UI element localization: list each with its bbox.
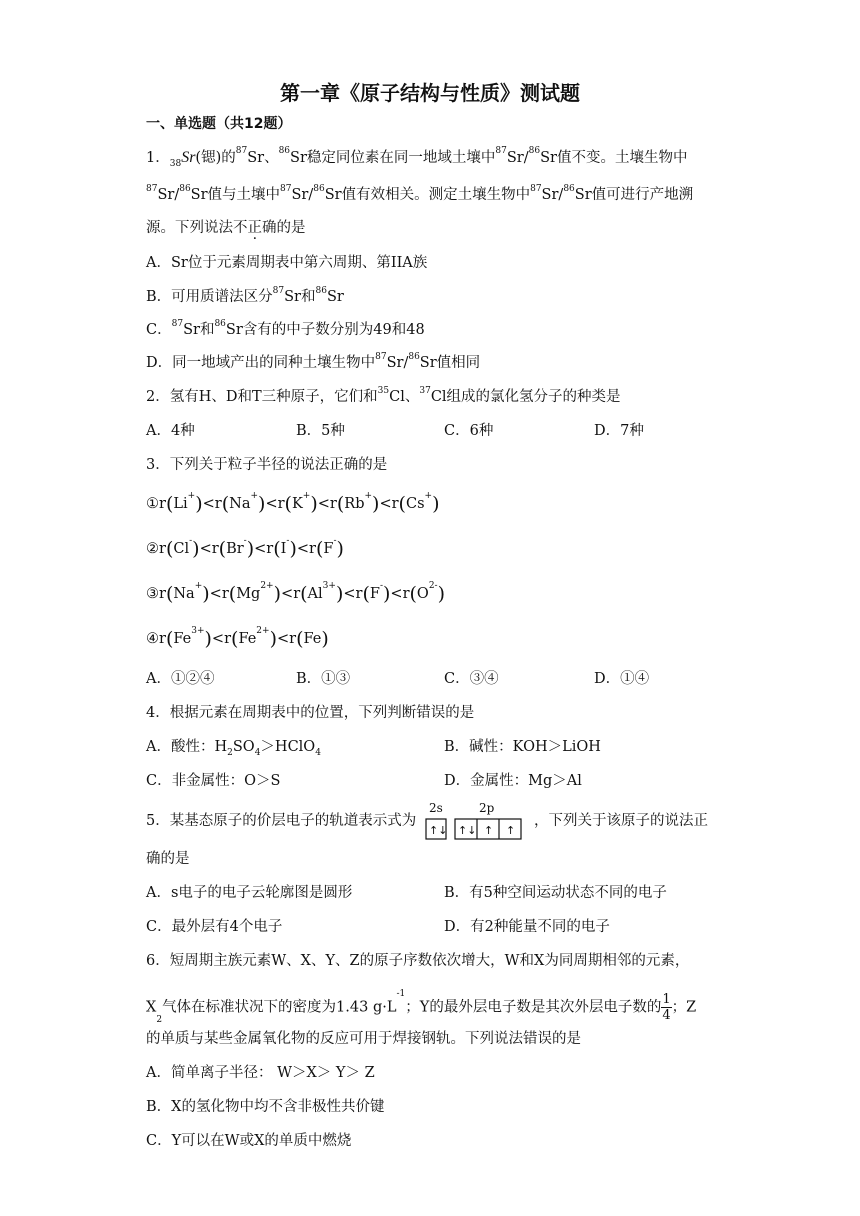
less-than-sign: < [281, 586, 294, 602]
radius-symbol: r [159, 496, 166, 512]
q6-option-c: C．Y可以在W或X的单质中燃烧 [146, 1133, 352, 1149]
ion-charge: 2- [428, 581, 438, 591]
q5-stem-line1b: ，下列关于该原子的说法正 [534, 813, 708, 829]
orbital-label-2p: 2p [479, 801, 495, 815]
radius-symbol: r [402, 586, 410, 602]
less-than-sign: < [390, 586, 403, 602]
q6-line3: 的单质与某些金属氧化物的反应可用于焊接钢轨。下列说法错误的是 [146, 1031, 581, 1047]
ion-charge: + [302, 491, 311, 501]
q6-option-b: B．X的氢化物中均不含非极性共价键 [146, 1099, 385, 1115]
ion-charge: - [333, 536, 337, 546]
q3-statement-3: $③r(Na^+)<r(Mg^{2+})<r(Al^{3+})<r(F^-)<r(O^{2-})$ [146, 581, 446, 605]
ion-symbol: Al [307, 586, 323, 602]
radius-symbol: r [329, 496, 337, 512]
q4-option-a: A．酸性：$H_2SO_4>HClO_4$ [146, 739, 321, 758]
ion-symbol: Rb [344, 496, 365, 512]
ion-symbol: Na [173, 586, 195, 602]
q4-option-c: C．非金属性：O＞S [146, 773, 281, 789]
q4-option-d: D．金属性：Mg＞Al [444, 773, 582, 789]
ion-symbol: Mg [236, 586, 261, 602]
radius-symbol: r [159, 631, 166, 647]
ion-charge: - [286, 536, 290, 546]
q3-statement-1: ①r(Li+)<r(Na+)<r(K+)<r(Rb+)<r(Cs+) [146, 491, 440, 515]
q1-option-b: B．可用质谱法区分$^{87}$Sr和$^{86}$Sr [146, 286, 344, 305]
q5-option-d: D．有2种能量不同的电子 [444, 919, 610, 935]
less-than-sign: < [199, 541, 212, 557]
radius-symbol: r [159, 586, 166, 602]
ion-charge: - [189, 536, 193, 546]
ion-symbol: Cl [173, 541, 190, 557]
q3-statement-2: ②r(Cl-)<r(Br-)<r(I-)<r(F-) [146, 536, 344, 560]
radius-symbol: r [159, 541, 166, 557]
q3-option-a: A．①②④ [146, 671, 215, 687]
less-than-sign: < [209, 586, 222, 602]
q2-option-b: B．5种 [296, 423, 345, 439]
q2-option-a: A．4种 [146, 423, 195, 439]
radius-symbol: r [391, 496, 399, 512]
radius-symbol: r [214, 496, 222, 512]
orbital-electrons-2s: ↑↓ [429, 824, 448, 837]
q4-stem: 4．根据元素在周期表中的位置，下列判断错误的是 [146, 705, 475, 721]
ion-symbol: Fe [238, 631, 257, 647]
q5-option-b: B．有5种空间运动状态不同的电子 [444, 885, 667, 901]
q3-statement-4: $④r(Fe^{3+})<r(Fe^{2+})<r(Fe)$ [146, 626, 329, 650]
ion-symbol: F [369, 586, 380, 602]
ion-symbol: Br [226, 541, 244, 557]
ion-charge: - [379, 581, 383, 591]
less-than-sign: < [202, 496, 215, 512]
ion-symbol: Na [229, 496, 251, 512]
orbital-electrons-2p-2: ↑ [484, 824, 494, 837]
q3-option-c: C．③④ [444, 671, 499, 687]
less-than-sign: < [211, 631, 225, 647]
less-than-sign: < [265, 496, 278, 512]
ion-charge: + [424, 491, 433, 501]
orbital-diagram [425, 800, 525, 846]
ion-charge: + [364, 491, 373, 501]
radius-symbol: r [289, 631, 297, 647]
section-heading: 一、单选题（共12题） [146, 116, 292, 132]
q1-option-a: A．Sr位于元素周期表中第六周期、第IIA族 [146, 255, 428, 271]
q2-option-d: D．7种 [594, 423, 644, 439]
q5-stem-line1a: 5．某基态原子的价层电子的轨道表示式为 [146, 813, 417, 829]
radius-symbol: r [266, 541, 274, 557]
q6-line2: $X_2$气体在标准状况下的密度为1.43 $g\cdot L^{-1}$；Y的最外层电子数是其次外层电子数的 $\frac{1}{4}$ ；Z [146, 989, 697, 1025]
ion-charge: + [250, 491, 259, 501]
q6-option-a: A．简单离子半径： W＞X＞ Y＞ Z [146, 1065, 375, 1081]
ion-charge: - [243, 536, 247, 546]
less-than-sign: < [254, 541, 267, 557]
q3-stem: 3．下列关于粒子半径的说法正确的是 [146, 457, 388, 473]
less-than-sign: < [379, 496, 392, 512]
q2-option-c: C．6种 [444, 423, 494, 439]
orbital-electrons-2p-3: ↑ [506, 824, 516, 837]
radius-symbol: r [293, 586, 301, 602]
ion-symbol: I [280, 541, 287, 557]
less-than-sign: < [296, 541, 310, 557]
orbital-electrons-2p-1: ↑↓ [458, 824, 477, 837]
ion-symbol: Fe [173, 631, 192, 647]
less-than-sign: < [317, 496, 330, 512]
radius-symbol: r [277, 496, 285, 512]
q2-stem: 2．氢有H、D和T三种原子，它们和$^{35}$Cl、$^{37}$Cl组成的氯化氢分子的种类是 [146, 386, 621, 405]
ion-symbol: Fe [303, 631, 322, 647]
radius-symbol: r [309, 541, 316, 557]
q3-option-d: D．①④ [594, 671, 650, 687]
orbital-label-2s: 2s [429, 801, 443, 815]
less-than-sign: < [277, 631, 290, 647]
ion-charge: 3+ [322, 581, 336, 591]
fraction-one-quarter: $\frac{1}{4}$ [662, 992, 671, 1023]
q1-line1: 1．$_{38}$Sr(锶)的$^{87}$Sr、$^{86}$Sr稳定同位素在同一地域土壤中$^{87}$Sr/$^{86}$Sr值不变。土壤生物中 [146, 146, 688, 169]
radius-symbol: r [221, 586, 229, 602]
ion-charge: 2+ [260, 581, 274, 591]
ion-symbol: F [323, 541, 334, 557]
q1-option-d: D．同一地域产出的同种土壤生物中$^{87}$Sr/$^{86}$Sr值相同 [146, 352, 481, 371]
ion-symbol: K [291, 496, 303, 512]
ion-charge: 3+ [191, 626, 205, 636]
ion-charge: 2+ [256, 626, 270, 636]
ion-charge: + [194, 581, 203, 591]
q5-stem-line2: 确的是 [146, 851, 190, 867]
ion-charge: + [187, 491, 196, 501]
radius-symbol: r [224, 631, 232, 647]
ion-symbol: Cs [405, 496, 425, 512]
q1-option-c: C．$^{87}$Sr和$^{86}$Sr含有的中子数分别为49和48 [146, 319, 425, 338]
q1-line2: $^{87}$Sr/$^{86}$Sr值与土壤中$^{87}$Sr/$^{86}$Sr值有效相关。测定土壤生物中$^{87}$Sr/$^{86}$Sr值可进行产地溯 [146, 184, 694, 203]
q4-option-b: B．碱性：KOH＞LiOH [444, 739, 601, 755]
q5-option-a: A．s电子的电子云轮廓图是圆形 [146, 885, 353, 901]
ion-symbol: Li [173, 496, 188, 512]
ion-symbol: O [416, 586, 429, 602]
radius-symbol: r [211, 541, 219, 557]
q3-option-b: B．①③ [296, 671, 351, 687]
q6-line1: 6．短周期主族元素W、X、Y、Z的原子序数依次增大，W和X为同周期相邻的元素， [146, 953, 690, 969]
radius-symbol: r [355, 586, 363, 602]
q1-line3: 源。下列说法不正确的是 [146, 220, 306, 236]
page-title: 第一章《原子结构与性质》测试题 [280, 81, 580, 105]
q5-option-c: C．最外层有4个电子 [146, 919, 283, 935]
less-than-sign: < [343, 586, 356, 602]
